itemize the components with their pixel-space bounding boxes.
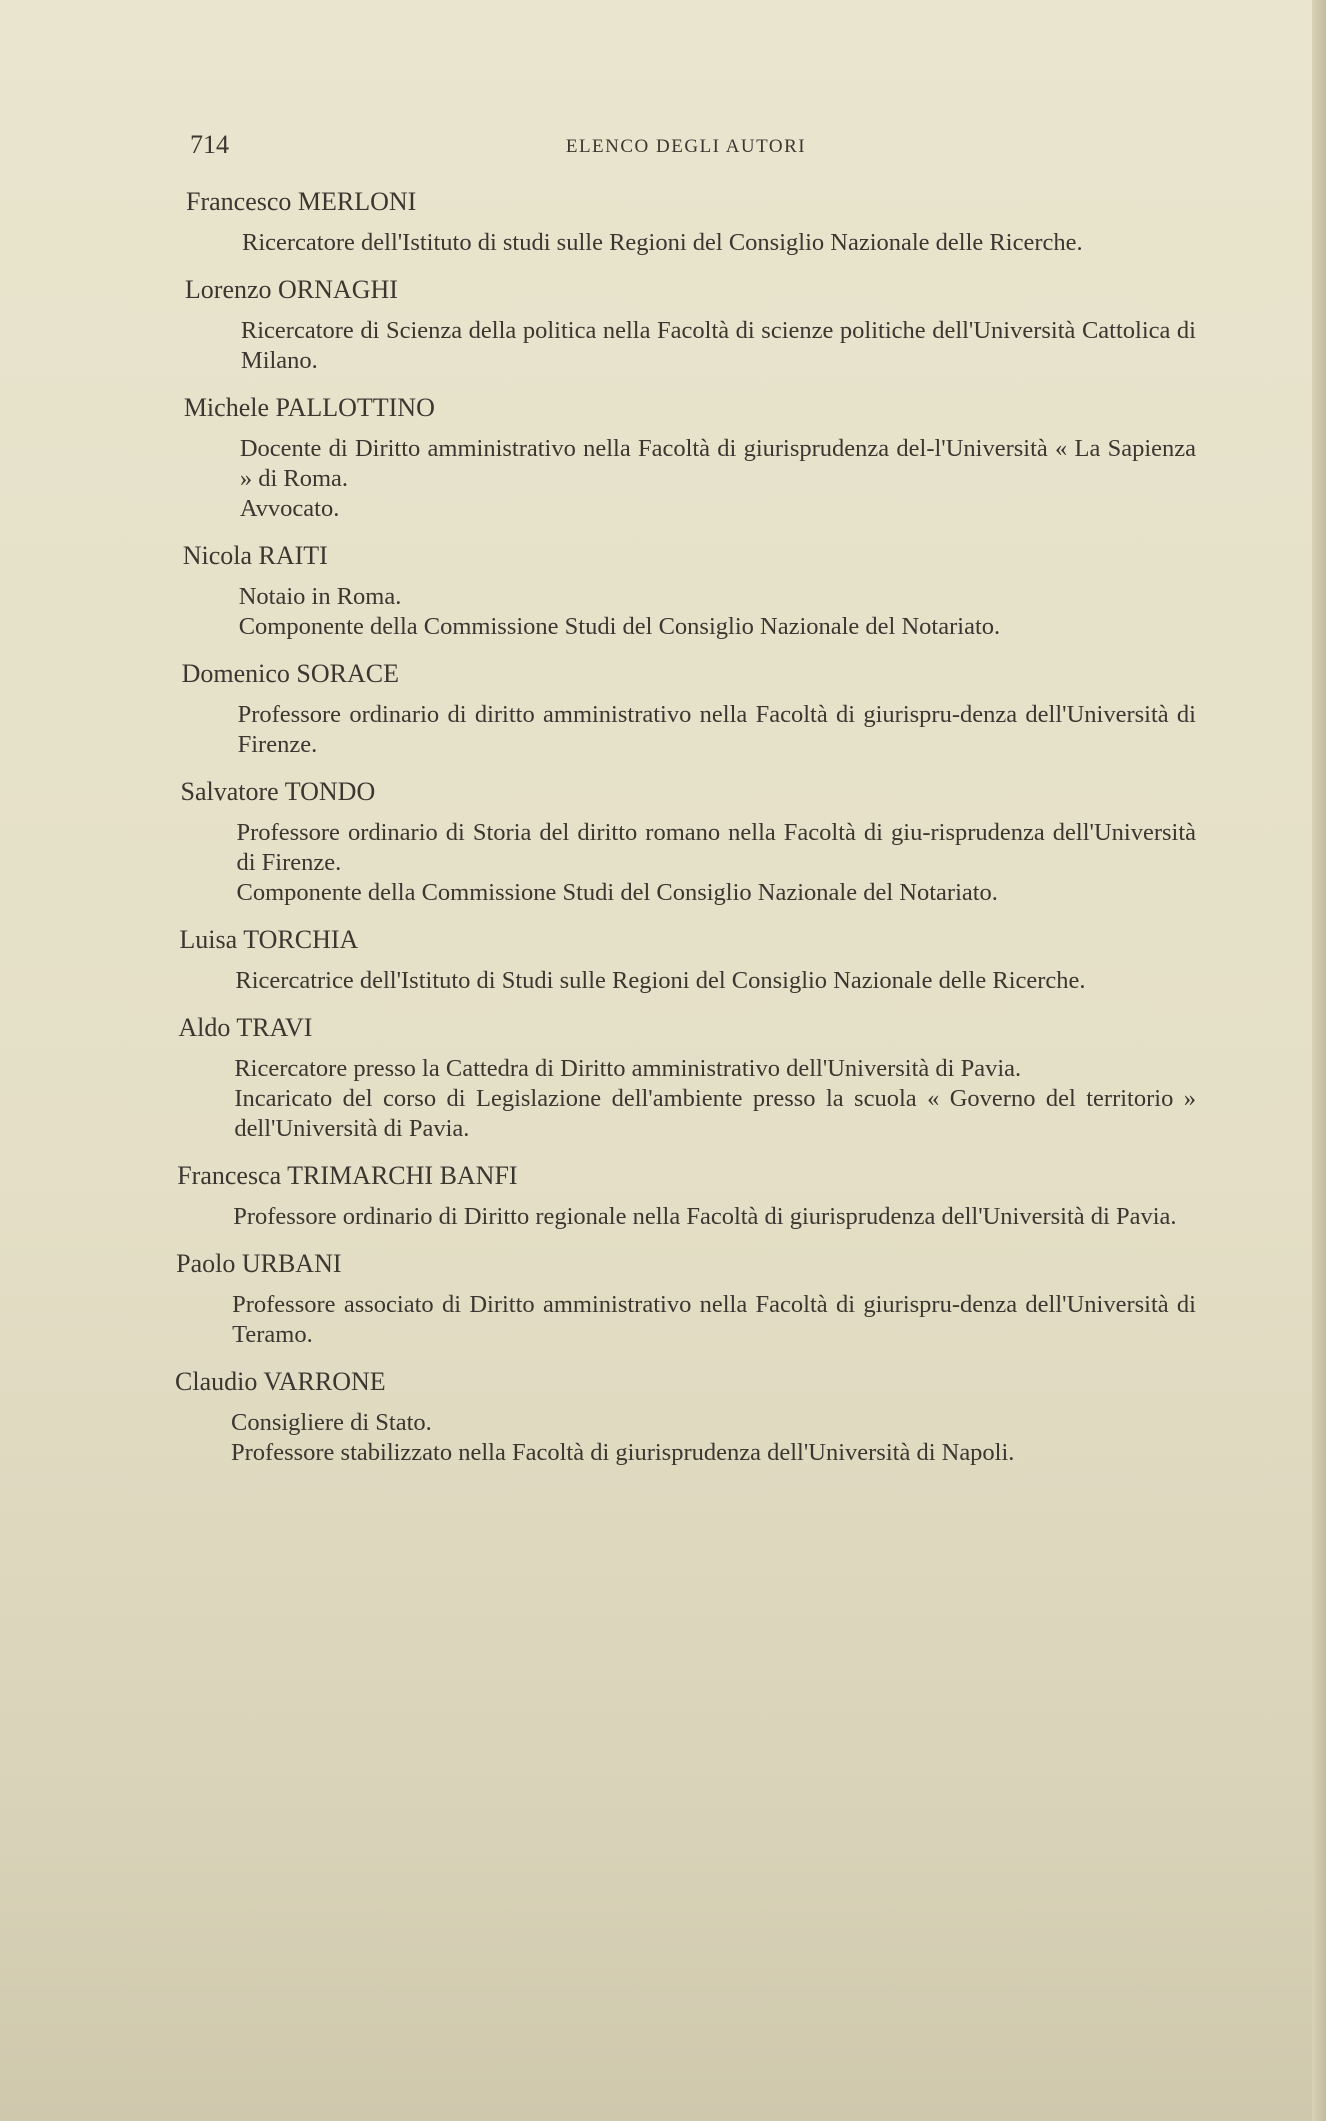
description-line: Docente di Diritto amministrativo nella Facoltà di giurisprudenza del-l'Università « La Sapienza » di Roma. xyxy=(239,435,1196,492)
description-line: Professore associato di Diritto amministrativo nella Facoltà di giurispru-denza dell'Università di Teramo. xyxy=(232,1291,1196,1348)
author-entry xyxy=(168,1010,1196,1144)
page-header xyxy=(176,130,1196,170)
author-name: Lorenzo ORNAGHI xyxy=(184,275,398,304)
page-edge-shadow xyxy=(1312,0,1326,2121)
description-line: Ricercatrice dell'Istituto di Studi sulle Regioni del Consiglio Nazionale delle Ricerche. xyxy=(235,967,1086,994)
author-description xyxy=(240,434,1196,524)
author-name: Michele PALLOTTINO xyxy=(183,393,435,422)
description-line: Professore ordinario di Storia del diritto romano nella Facoltà di giu-risprudenza dell'Università di Firenze. xyxy=(236,819,1196,876)
page-number: 714 xyxy=(190,130,229,159)
description-line: Consigliere di Stato. xyxy=(231,1409,432,1436)
description-line: Professore stabilizzato nella Facoltà di giurisprudenza dell'Università di Napoli. xyxy=(231,1439,1015,1466)
description-line: Componente della Commissione Studi del Consiglio Nazionale del Notariato. xyxy=(238,613,1001,640)
description-line: Incaricato del corso di Legislazione dell'ambiente presso la scuola « Governo del territorio » dell'Università di Pavia. xyxy=(234,1085,1196,1142)
description-line: Professore ordinario di Diritto regionale nella Facoltà di giurisprudenza dell'Università di Pavia. xyxy=(233,1203,1177,1230)
description-line: Ricercatore di Scienza della politica nella Facoltà di scienze politiche dell'Università Cattolica di Milano. xyxy=(240,317,1196,374)
author-entry xyxy=(173,538,1196,642)
author-description xyxy=(233,1202,1196,1232)
author-name: Francesca TRIMARCHI BANFI xyxy=(177,1161,518,1190)
author-entry xyxy=(165,1364,1196,1468)
author-description xyxy=(239,582,1196,642)
author-name: Aldo TRAVI xyxy=(178,1013,313,1042)
author-description xyxy=(238,700,1196,760)
author-entry xyxy=(167,1158,1196,1232)
description-line: Ricercatore presso la Cattedra di Diritto amministrativo dell'Università di Pavia. xyxy=(234,1055,1022,1082)
author-entry xyxy=(175,272,1196,376)
book-page xyxy=(176,130,1196,1468)
author-entry xyxy=(176,184,1196,258)
author-description xyxy=(231,1408,1196,1468)
description-line: Ricercatore dell'Istituto di studi sulle Regioni del Consiglio Nazionale delle Ricerche. xyxy=(242,229,1083,256)
author-description xyxy=(241,316,1196,376)
author-description xyxy=(237,818,1197,908)
author-description xyxy=(235,966,1196,996)
running-title: ELENCO DEGLI AUTORI xyxy=(565,136,807,157)
description-line: Notaio in Roma. xyxy=(238,583,402,610)
author-entry xyxy=(166,1246,1196,1350)
author-name: Domenico SORACE xyxy=(181,659,399,688)
description-line: Avvocato. xyxy=(239,495,340,522)
author-description xyxy=(242,228,1196,258)
author-name: Francesco MERLONI xyxy=(186,187,417,216)
description-line: Professore ordinario di diritto amministrativo nella Facoltà di giurispru-denza dell'Università di Firenze. xyxy=(237,701,1196,758)
author-description xyxy=(234,1054,1196,1144)
author-entry xyxy=(169,922,1196,996)
author-name: Nicola RAITI xyxy=(182,541,328,570)
author-name: Salvatore TONDO xyxy=(180,777,376,806)
author-name: Luisa TORCHIA xyxy=(179,925,359,954)
description-line: Componente della Commissione Studi del Consiglio Nazionale del Notariato. xyxy=(236,879,998,906)
author-name: Claudio VARRONE xyxy=(175,1367,386,1396)
author-entry xyxy=(172,656,1196,760)
author-entry xyxy=(171,774,1197,908)
author-entry xyxy=(174,390,1196,524)
author-description xyxy=(232,1290,1196,1350)
author-list xyxy=(176,184,1196,1468)
author-name: Paolo URBANI xyxy=(176,1249,342,1278)
